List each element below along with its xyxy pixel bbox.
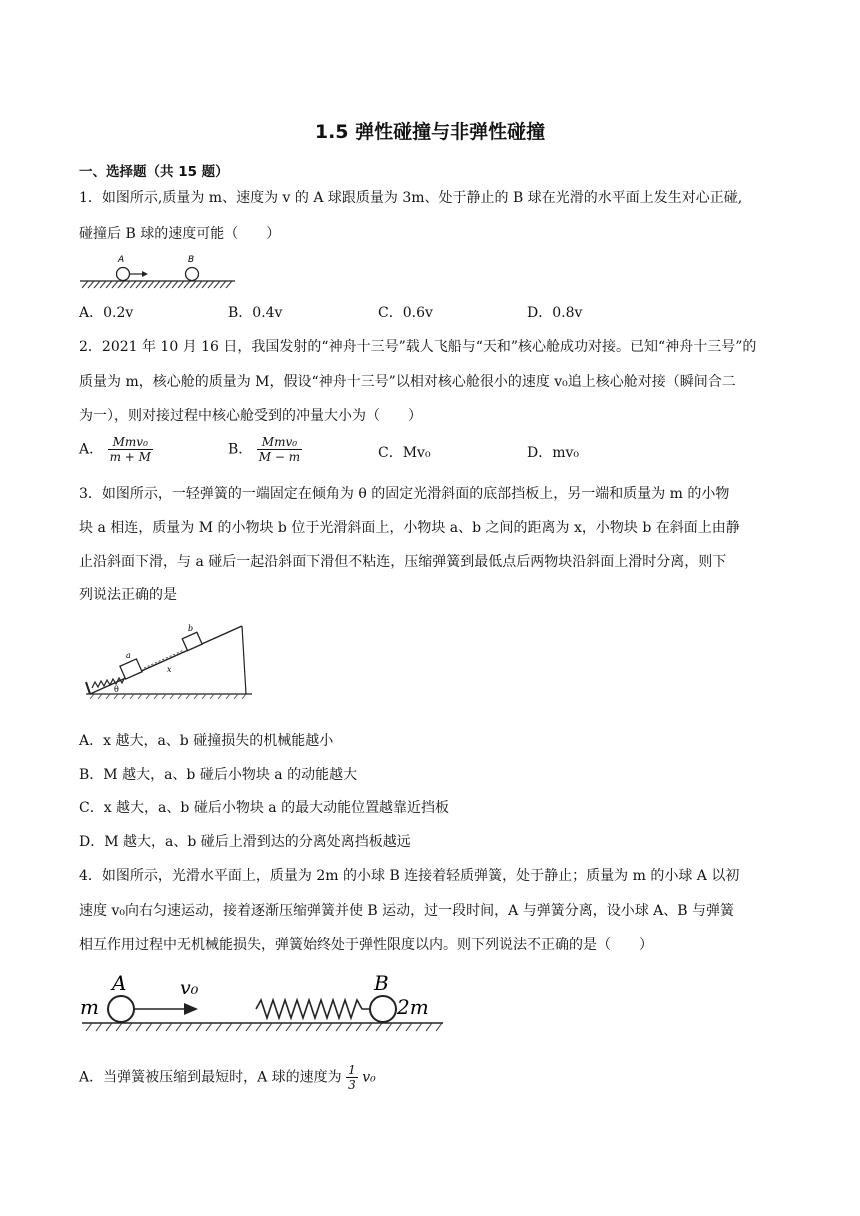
q1-text-line2: 碰撞后 B 球的速度可能（ ） (79, 226, 281, 242)
q2-option-a-numerator: Mmv₀ (108, 435, 153, 450)
q2-option-a-label: A． (79, 441, 104, 458)
q4-option-a-denominator: 3 (348, 1078, 356, 1092)
q3-option-d: D．M 越大，a、b 碰后上滑到达的分离处离挡板越远 (79, 834, 411, 850)
q4-option-a (79, 1063, 376, 1092)
q4-text-line1: 4．如图所示，光滑水平面上，质量为 2m 的小球 B 连接着轻质弹簧，处于静止；质量为 m 的小球 A 以初 (79, 868, 740, 884)
q3-text-line3: 止沿斜面下滑，与 a 碰后一起沿斜面下滑但不粘连，压缩弹簧到最低点后两物块沿斜面上滑时分离，则下 (79, 554, 727, 570)
q4-option-a-text: A．当弹簧被压缩到最短时，A 球的速度为 (79, 1069, 342, 1086)
q3-option-c: C．x 越大，a、b 碰后小物块 a 的最大动能位置越靠近挡板 (79, 800, 450, 816)
q3-option-b: B．M 越大，a、b 碰后小物块 a 的动能越大 (79, 767, 358, 783)
q1-option-a: A．0.2v (79, 305, 134, 321)
q3-fig-label-b: b (188, 624, 194, 633)
q1-option-d: D．0.8v (527, 305, 583, 321)
q4-ball-b (370, 996, 396, 1022)
q2-option-d: D．mv₀ (527, 445, 580, 461)
q2-option-b (228, 435, 302, 464)
q1-fig-label-a: A (118, 255, 125, 265)
q3-text-line2: 块 a 相连，质量为 M 的小物块 b 位于光滑斜面上，小物块 a、b 之间的距离为 x，小物块 b 在斜面上由静 (79, 520, 740, 536)
q1-option-c: C．0.6v (378, 305, 433, 321)
q2-option-a (79, 435, 153, 464)
q2-option-a-denominator: m + M (109, 450, 151, 464)
q1-fig-label-b: B (188, 255, 195, 265)
q3-fig-label-theta: θ (114, 685, 119, 694)
q3-incline-surface (90, 626, 242, 694)
page-title: 1.5 弹性碰撞与非弹性碰撞 (314, 121, 546, 143)
q2-text-line1: 2．2021 年 10 月 16 日，我国发射的“神舟十三号”载人飞船与“天和”核心舱成功对接。已知“神舟十三号”的 (79, 339, 757, 355)
q3-text-line1: 3．如图所示，一轻弹簧的一端固定在倾角为 θ 的固定光滑斜面的底部挡板上，另一端和质量为 m 的小物 (79, 486, 730, 502)
q2-option-b-label: B． (228, 441, 253, 458)
q4-spring (256, 1000, 371, 1018)
q1-option-b: B．0.4v (228, 305, 283, 321)
q4-fig-A: A (112, 971, 127, 995)
q1-ball-a (117, 268, 130, 281)
q3-text-line4: 列说法正确的是 (79, 587, 177, 603)
q3-bottom-baffle (86, 682, 90, 694)
q2-option-a-fraction (108, 435, 153, 464)
q3-incline-wall (242, 626, 246, 694)
q4-option-a-tail: v₀ (362, 1069, 376, 1086)
q2-option-b-denominator: M − m (258, 450, 301, 464)
q3-block-b (182, 632, 202, 650)
q3-fig-label-a: a (126, 651, 131, 660)
q4-text-line3: 相互作用过程中无机械能损失，弹簧始终处于弹性限度以内。则下列说法不正确的是（ ） (79, 937, 653, 953)
q1-figure (78, 252, 238, 292)
q4-fig-m: m (80, 995, 99, 1019)
q4-fig-v0: v₀ (180, 977, 199, 999)
q3-incline-figure (84, 618, 254, 702)
q3-block-a (120, 659, 142, 679)
q2-option-b-numerator: Mmv₀ (257, 435, 302, 450)
q1-ball-b (186, 268, 199, 281)
q4-text-line2: 速度 v₀向右匀速运动，接着逐渐压缩弹簧并使 B 运动，过一段时间，A 与弹簧分离，设小球 A、B 与弹簧 (79, 903, 735, 919)
q3-distance-marker (144, 650, 184, 668)
q4-option-a-numerator: 1 (348, 1063, 356, 1077)
q3-option-a: A．x 越大，a、b 碰撞损失的机械能越小 (79, 733, 334, 749)
section-heading: 一、选择题（共 15 题） (79, 164, 229, 180)
q4-option-a-fraction (346, 1063, 358, 1092)
q4-figure (78, 968, 448, 1036)
q4-ball-a (108, 996, 134, 1022)
q2-text-line3: 为一），则对接过程中核心舱受到的冲量大小为（ ） (79, 408, 422, 424)
q3-fig-label-x: x (167, 665, 172, 674)
q4-fig-2m: 2m (397, 995, 429, 1019)
q2-option-b-fraction (257, 435, 302, 464)
q4-fig-B: B (374, 971, 389, 995)
q2-option-c: C．Mv₀ (378, 445, 431, 461)
q1-text-line1: 1．如图所示,质量为 m、速度为 v 的 A 球跟质量为 3m、处于静止的 B 球在光滑的水平面上发生对心正碰, (79, 190, 743, 206)
q2-text-line2: 质量为 m，核心舱的质量为 M，假设“神舟十三号”以相对核心舱很小的速度 v₀追上核心舱对接（瞬间合二 (79, 374, 736, 390)
